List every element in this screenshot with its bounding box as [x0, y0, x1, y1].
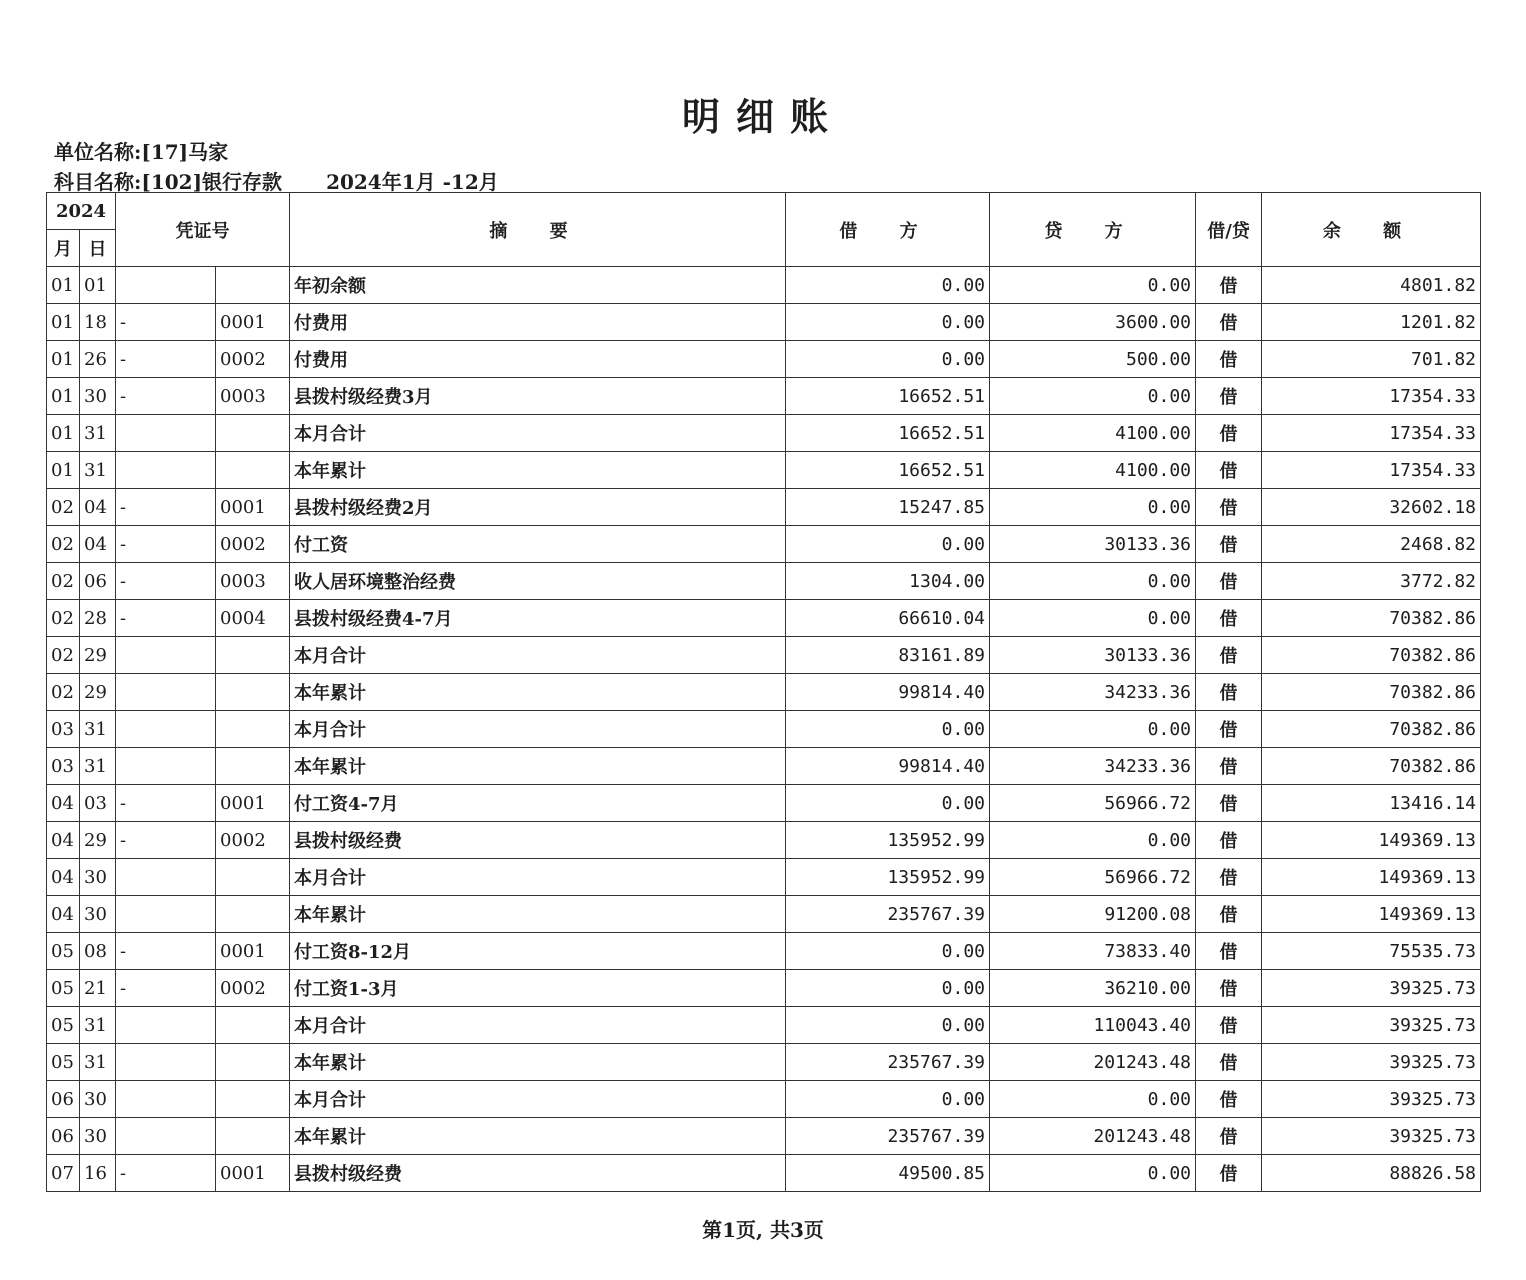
- credit-cell: 0.00: [990, 267, 1196, 304]
- balance-cell: 39325.73: [1262, 1044, 1481, 1081]
- day-cell: 08: [80, 933, 116, 970]
- ledger-title: 明细账: [681, 94, 844, 139]
- page-footer: 第1页, 共3页: [702, 1218, 824, 1242]
- table-row: [47, 637, 1481, 674]
- balance-cell: 39325.73: [1262, 970, 1481, 1007]
- table-row: [47, 267, 1481, 304]
- period: 2024年1月 -12月: [326, 170, 499, 194]
- day-cell: 28: [80, 600, 116, 637]
- day-cell: 31: [80, 711, 116, 748]
- voucher-number-cell: [216, 859, 290, 896]
- balance-cell: 13416.14: [1262, 785, 1481, 822]
- debit-cell: 15247.85: [786, 489, 990, 526]
- month-cell: 01: [47, 415, 80, 452]
- balance-cell: 3772.82: [1262, 563, 1481, 600]
- balance-cell: 149369.13: [1262, 896, 1481, 933]
- summary-cell: 收人居环境整治经费: [290, 563, 786, 600]
- direction-cell: 借: [1196, 1044, 1262, 1081]
- debit-cell: 235767.39: [786, 1118, 990, 1155]
- voucher-type-cell: [116, 859, 216, 896]
- table-row: [47, 304, 1481, 341]
- balance-cell: 149369.13: [1262, 822, 1481, 859]
- account-name: 科目名称:[102]银行存款: [54, 170, 283, 194]
- balance-cell: 701.82: [1262, 341, 1481, 378]
- summary-cell: 付工资1-3月: [290, 970, 786, 1007]
- balance-cell: 39325.73: [1262, 1118, 1481, 1155]
- voucher-number-cell: 0003: [216, 378, 290, 415]
- header-direction: 借/贷: [1196, 193, 1262, 267]
- voucher-number-cell: [216, 267, 290, 304]
- voucher-number-cell: [216, 637, 290, 674]
- balance-cell: 88826.58: [1262, 1155, 1481, 1192]
- table-row: [47, 489, 1481, 526]
- account-info: [54, 166, 499, 195]
- month-cell: 03: [47, 711, 80, 748]
- day-cell: 16: [80, 1155, 116, 1192]
- day-cell: 30: [80, 1081, 116, 1118]
- debit-cell: 1304.00: [786, 563, 990, 600]
- day-cell: 30: [80, 378, 116, 415]
- voucher-number-cell: 0002: [216, 970, 290, 1007]
- table-row: [47, 563, 1481, 600]
- balance-cell: 32602.18: [1262, 489, 1481, 526]
- voucher-number-cell: 0004: [216, 600, 290, 637]
- credit-cell: 30133.36: [990, 526, 1196, 563]
- header-credit: 贷 方: [990, 193, 1196, 267]
- summary-cell: 县拨村级经费3月: [290, 378, 786, 415]
- direction-cell: 借: [1196, 637, 1262, 674]
- month-cell: 01: [47, 304, 80, 341]
- voucher-number-cell: 0001: [216, 489, 290, 526]
- voucher-number-cell: 0002: [216, 341, 290, 378]
- table-row: [47, 822, 1481, 859]
- voucher-number-cell: [216, 1118, 290, 1155]
- balance-cell: 70382.86: [1262, 748, 1481, 785]
- direction-cell: 借: [1196, 267, 1262, 304]
- month-cell: 05: [47, 933, 80, 970]
- month-cell: 04: [47, 785, 80, 822]
- voucher-type-cell: [116, 1118, 216, 1155]
- direction-cell: 借: [1196, 304, 1262, 341]
- direction-cell: 借: [1196, 1118, 1262, 1155]
- voucher-type-cell: -: [116, 489, 216, 526]
- credit-cell: 34233.36: [990, 748, 1196, 785]
- voucher-number-cell: 0001: [216, 304, 290, 341]
- credit-cell: 0.00: [990, 1081, 1196, 1118]
- voucher-number-cell: [216, 896, 290, 933]
- summary-cell: 本月合计: [290, 637, 786, 674]
- voucher-type-cell: [116, 415, 216, 452]
- unit-name: 单位名称:[17]马家: [54, 140, 229, 164]
- table-row: [47, 896, 1481, 933]
- direction-cell: 借: [1196, 563, 1262, 600]
- voucher-number-cell: 0001: [216, 785, 290, 822]
- credit-cell: 0.00: [990, 563, 1196, 600]
- day-cell: 30: [80, 859, 116, 896]
- credit-cell: 0.00: [990, 822, 1196, 859]
- month-cell: 03: [47, 748, 80, 785]
- voucher-type-cell: -: [116, 933, 216, 970]
- direction-cell: 借: [1196, 785, 1262, 822]
- balance-cell: 75535.73: [1262, 933, 1481, 970]
- summary-cell: 本年累计: [290, 896, 786, 933]
- month-cell: 04: [47, 896, 80, 933]
- debit-cell: 99814.40: [786, 748, 990, 785]
- summary-cell: 本年累计: [290, 674, 786, 711]
- balance-cell: 2468.82: [1262, 526, 1481, 563]
- ledger-table: [46, 192, 1481, 1192]
- voucher-type-cell: [116, 1007, 216, 1044]
- debit-cell: 49500.85: [786, 1155, 990, 1192]
- direction-cell: 借: [1196, 1081, 1262, 1118]
- voucher-type-cell: [116, 748, 216, 785]
- voucher-number-cell: [216, 1081, 290, 1118]
- summary-cell: 付费用: [290, 304, 786, 341]
- summary-cell: 县拨村级经费: [290, 822, 786, 859]
- debit-cell: 135952.99: [786, 859, 990, 896]
- voucher-type-cell: [116, 896, 216, 933]
- direction-cell: 借: [1196, 489, 1262, 526]
- summary-cell: 本月合计: [290, 711, 786, 748]
- table-row: [47, 1155, 1481, 1192]
- voucher-type-cell: -: [116, 600, 216, 637]
- month-cell: 02: [47, 637, 80, 674]
- table-row: [47, 859, 1481, 896]
- debit-cell: 0.00: [786, 526, 990, 563]
- credit-cell: 30133.36: [990, 637, 1196, 674]
- debit-cell: 16652.51: [786, 378, 990, 415]
- voucher-number-cell: 0002: [216, 526, 290, 563]
- voucher-number-cell: 0001: [216, 933, 290, 970]
- debit-cell: 135952.99: [786, 822, 990, 859]
- header-day: 日: [80, 230, 116, 267]
- voucher-type-cell: [116, 674, 216, 711]
- voucher-type-cell: -: [116, 970, 216, 1007]
- day-cell: 31: [80, 1007, 116, 1044]
- month-cell: 06: [47, 1081, 80, 1118]
- day-cell: 01: [80, 267, 116, 304]
- voucher-type-cell: [116, 452, 216, 489]
- day-cell: 04: [80, 526, 116, 563]
- direction-cell: 借: [1196, 674, 1262, 711]
- day-cell: 04: [80, 489, 116, 526]
- voucher-type-cell: -: [116, 785, 216, 822]
- month-cell: 04: [47, 859, 80, 896]
- balance-cell: 70382.86: [1262, 637, 1481, 674]
- direction-cell: 借: [1196, 341, 1262, 378]
- balance-cell: 17354.33: [1262, 415, 1481, 452]
- direction-cell: 借: [1196, 600, 1262, 637]
- credit-cell: 500.00: [990, 341, 1196, 378]
- direction-cell: 借: [1196, 933, 1262, 970]
- month-cell: 02: [47, 489, 80, 526]
- direction-cell: 借: [1196, 1155, 1262, 1192]
- summary-cell: 付工资: [290, 526, 786, 563]
- credit-cell: 4100.00: [990, 452, 1196, 489]
- header-month: 月: [47, 230, 80, 267]
- voucher-number-cell: [216, 452, 290, 489]
- voucher-type-cell: -: [116, 1155, 216, 1192]
- table-row: [47, 600, 1481, 637]
- summary-cell: 县拨村级经费: [290, 1155, 786, 1192]
- balance-cell: 149369.13: [1262, 859, 1481, 896]
- month-cell: 04: [47, 822, 80, 859]
- direction-cell: 借: [1196, 822, 1262, 859]
- summary-cell: 本年累计: [290, 748, 786, 785]
- credit-cell: 0.00: [990, 600, 1196, 637]
- debit-cell: 99814.40: [786, 674, 990, 711]
- debit-cell: 0.00: [786, 970, 990, 1007]
- balance-cell: 17354.33: [1262, 452, 1481, 489]
- debit-cell: 235767.39: [786, 1044, 990, 1081]
- day-cell: 29: [80, 822, 116, 859]
- voucher-number-cell: [216, 1007, 290, 1044]
- voucher-type-cell: -: [116, 304, 216, 341]
- credit-cell: 36210.00: [990, 970, 1196, 1007]
- day-cell: 29: [80, 674, 116, 711]
- summary-cell: 本月合计: [290, 415, 786, 452]
- voucher-type-cell: -: [116, 341, 216, 378]
- table-row: [47, 970, 1481, 1007]
- table-row: [47, 1118, 1481, 1155]
- table-row: [47, 933, 1481, 970]
- voucher-number-cell: [216, 1044, 290, 1081]
- table-row: [47, 1081, 1481, 1118]
- credit-cell: 0.00: [990, 378, 1196, 415]
- day-cell: 26: [80, 341, 116, 378]
- debit-cell: 235767.39: [786, 896, 990, 933]
- credit-cell: 201243.48: [990, 1044, 1196, 1081]
- debit-cell: 16652.51: [786, 452, 990, 489]
- month-cell: 05: [47, 1044, 80, 1081]
- day-cell: 06: [80, 563, 116, 600]
- month-cell: 05: [47, 1007, 80, 1044]
- voucher-number-cell: [216, 711, 290, 748]
- month-cell: 07: [47, 1155, 80, 1192]
- summary-cell: 本年累计: [290, 1118, 786, 1155]
- credit-cell: 110043.40: [990, 1007, 1196, 1044]
- table-row: [47, 1007, 1481, 1044]
- voucher-number-cell: [216, 748, 290, 785]
- credit-cell: 56966.72: [990, 785, 1196, 822]
- balance-cell: 39325.73: [1262, 1081, 1481, 1118]
- direction-cell: 借: [1196, 896, 1262, 933]
- credit-cell: 201243.48: [990, 1118, 1196, 1155]
- month-cell: 06: [47, 1118, 80, 1155]
- voucher-type-cell: [116, 711, 216, 748]
- credit-cell: 73833.40: [990, 933, 1196, 970]
- summary-cell: 付工资4-7月: [290, 785, 786, 822]
- debit-cell: 83161.89: [786, 637, 990, 674]
- credit-cell: 91200.08: [990, 896, 1196, 933]
- debit-cell: 0.00: [786, 1007, 990, 1044]
- header-balance: 余 额: [1262, 193, 1481, 267]
- month-cell: 02: [47, 563, 80, 600]
- day-cell: 30: [80, 1118, 116, 1155]
- table-row: [47, 785, 1481, 822]
- table-row: [47, 452, 1481, 489]
- credit-cell: 0.00: [990, 711, 1196, 748]
- summary-cell: 付费用: [290, 341, 786, 378]
- voucher-type-cell: [116, 637, 216, 674]
- balance-cell: 70382.86: [1262, 600, 1481, 637]
- voucher-type-cell: [116, 267, 216, 304]
- voucher-type-cell: -: [116, 563, 216, 600]
- table-row: [47, 1044, 1481, 1081]
- month-cell: 02: [47, 526, 80, 563]
- direction-cell: 借: [1196, 748, 1262, 785]
- direction-cell: 借: [1196, 1007, 1262, 1044]
- debit-cell: 0.00: [786, 267, 990, 304]
- table-row: [47, 711, 1481, 748]
- table-row: [47, 748, 1481, 785]
- table-row: [47, 415, 1481, 452]
- month-cell: 01: [47, 378, 80, 415]
- voucher-type-cell: -: [116, 526, 216, 563]
- day-cell: 31: [80, 748, 116, 785]
- summary-cell: 本月合计: [290, 859, 786, 896]
- debit-cell: 0.00: [786, 711, 990, 748]
- summary-cell: 付工资8-12月: [290, 933, 786, 970]
- balance-cell: 70382.86: [1262, 711, 1481, 748]
- day-cell: 21: [80, 970, 116, 1007]
- voucher-type-cell: -: [116, 822, 216, 859]
- balance-cell: 1201.82: [1262, 304, 1481, 341]
- summary-cell: 年初余额: [290, 267, 786, 304]
- debit-cell: 16652.51: [786, 415, 990, 452]
- voucher-number-cell: 0001: [216, 1155, 290, 1192]
- header-summary: 摘 要: [290, 193, 786, 267]
- summary-cell: 本月合计: [290, 1007, 786, 1044]
- summary-cell: 县拨村级经费4-7月: [290, 600, 786, 637]
- voucher-number-cell: [216, 674, 290, 711]
- month-cell: 02: [47, 674, 80, 711]
- table-row: [47, 378, 1481, 415]
- voucher-number-cell: 0003: [216, 563, 290, 600]
- month-cell: 01: [47, 452, 80, 489]
- credit-cell: 0.00: [990, 489, 1196, 526]
- table-row: [47, 341, 1481, 378]
- month-cell: 02: [47, 600, 80, 637]
- day-cell: 31: [80, 1044, 116, 1081]
- balance-cell: 4801.82: [1262, 267, 1481, 304]
- credit-cell: 4100.00: [990, 415, 1196, 452]
- direction-cell: 借: [1196, 526, 1262, 563]
- month-cell: 01: [47, 341, 80, 378]
- voucher-type-cell: [116, 1081, 216, 1118]
- debit-cell: 66610.04: [786, 600, 990, 637]
- credit-cell: 3600.00: [990, 304, 1196, 341]
- credit-cell: 56966.72: [990, 859, 1196, 896]
- direction-cell: 借: [1196, 378, 1262, 415]
- voucher-number-cell: 0002: [216, 822, 290, 859]
- balance-cell: 17354.33: [1262, 378, 1481, 415]
- direction-cell: 借: [1196, 970, 1262, 1007]
- header-year: 2024: [47, 193, 116, 230]
- table-body: [47, 267, 1481, 1192]
- balance-cell: 39325.73: [1262, 1007, 1481, 1044]
- debit-cell: 0.00: [786, 304, 990, 341]
- direction-cell: 借: [1196, 711, 1262, 748]
- summary-cell: 县拨村级经费2月: [290, 489, 786, 526]
- direction-cell: 借: [1196, 452, 1262, 489]
- day-cell: 31: [80, 452, 116, 489]
- day-cell: 31: [80, 415, 116, 452]
- summary-cell: 本月合计: [290, 1081, 786, 1118]
- month-cell: 05: [47, 970, 80, 1007]
- voucher-number-cell: [216, 415, 290, 452]
- voucher-type-cell: [116, 1044, 216, 1081]
- header-debit: 借 方: [786, 193, 990, 267]
- table-row: [47, 526, 1481, 563]
- debit-cell: 0.00: [786, 933, 990, 970]
- day-cell: 29: [80, 637, 116, 674]
- summary-cell: 本年累计: [290, 1044, 786, 1081]
- month-cell: 01: [47, 267, 80, 304]
- direction-cell: 借: [1196, 415, 1262, 452]
- day-cell: 18: [80, 304, 116, 341]
- day-cell: 30: [80, 896, 116, 933]
- header-voucher: 凭证号: [116, 193, 290, 267]
- debit-cell: 0.00: [786, 785, 990, 822]
- debit-cell: 0.00: [786, 1081, 990, 1118]
- direction-cell: 借: [1196, 859, 1262, 896]
- credit-cell: 0.00: [990, 1155, 1196, 1192]
- credit-cell: 34233.36: [990, 674, 1196, 711]
- balance-cell: 70382.86: [1262, 674, 1481, 711]
- day-cell: 03: [80, 785, 116, 822]
- table-row: [47, 674, 1481, 711]
- voucher-type-cell: -: [116, 378, 216, 415]
- debit-cell: 0.00: [786, 341, 990, 378]
- summary-cell: 本年累计: [290, 452, 786, 489]
- table-header: [47, 193, 1481, 267]
